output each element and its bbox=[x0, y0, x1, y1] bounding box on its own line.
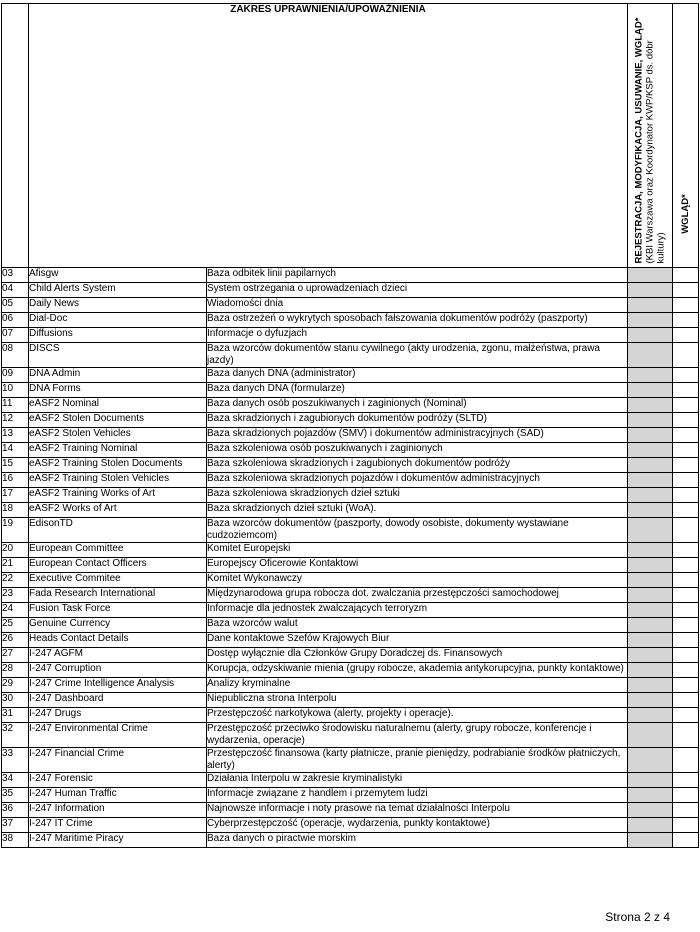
register-checkbox-cell[interactable] bbox=[628, 283, 673, 298]
row-number: 16 bbox=[2, 473, 29, 488]
row-number: 13 bbox=[2, 428, 29, 443]
register-note: (KBI Warszawa oraz Koordynator KWP/KSP ds. dóbr kultury) bbox=[644, 39, 667, 263]
row-name: Child Alerts System bbox=[29, 283, 207, 298]
register-checkbox-cell[interactable] bbox=[628, 473, 673, 488]
row-name: eASF2 Training Stolen Documents bbox=[29, 458, 207, 473]
row-number: 25 bbox=[2, 618, 29, 633]
row-description: Przestępczość finansowa (karty płatnicze, pranie pieniędzy, podrabianie środków płatniczych, alerty) bbox=[207, 748, 628, 773]
row-description: Informacje o dyfuzjach bbox=[207, 328, 628, 343]
row-description: Najnowsze informacje i noty prasowe na temat działalności Interpolu bbox=[207, 803, 628, 818]
row-number: 08 bbox=[2, 343, 29, 368]
view-checkbox-cell[interactable] bbox=[673, 368, 699, 383]
row-name: Diffusions bbox=[29, 328, 207, 343]
scope-header: ZAKRES UPRAWNIENIA/UPOWAŻNIENIA bbox=[29, 4, 628, 268]
register-checkbox-cell[interactable] bbox=[628, 398, 673, 413]
table-header-row bbox=[2, 4, 699, 268]
row-number: 37 bbox=[2, 818, 29, 833]
row-name: EdisonTD bbox=[29, 518, 207, 543]
row-name: I-247 Maritime Piracy bbox=[29, 833, 207, 848]
row-description: Baza szkoleniowa osób poszukiwanych i zaginionych bbox=[207, 443, 628, 458]
permissions-table bbox=[1, 3, 699, 848]
row-number: 19 bbox=[2, 518, 29, 543]
register-checkbox-cell[interactable] bbox=[628, 633, 673, 648]
table-row bbox=[2, 723, 699, 748]
table-row bbox=[2, 503, 699, 518]
view-checkbox-cell[interactable] bbox=[673, 298, 699, 313]
row-description: Informacje związane z handlem i przemytem ludzi bbox=[207, 788, 628, 803]
row-number: 15 bbox=[2, 458, 29, 473]
table-row bbox=[2, 788, 699, 803]
row-number: 32 bbox=[2, 723, 29, 748]
view-checkbox-cell[interactable] bbox=[673, 313, 699, 328]
register-checkbox-cell[interactable] bbox=[628, 773, 673, 788]
row-description: Przestępczość przeciwko środowisku naturalnemu (alerty, grupy robocze, konferencje i wydarzenia, operacje) bbox=[207, 723, 628, 748]
register-checkbox-cell[interactable] bbox=[628, 788, 673, 803]
view-title: WGLĄD* bbox=[679, 194, 691, 234]
view-checkbox-cell[interactable] bbox=[673, 573, 699, 588]
register-checkbox-cell[interactable] bbox=[628, 678, 673, 693]
table-row bbox=[2, 313, 699, 328]
row-description: Baza skradzionych pojazdów (SMV) i dokumentów administracyjnych (SAD) bbox=[207, 428, 628, 443]
row-number: 04 bbox=[2, 283, 29, 298]
row-description: Baza skradzionych i zagubionych dokumentów podróży (SLTD) bbox=[207, 413, 628, 428]
row-description: Baza danych o piractwie morskim bbox=[207, 833, 628, 848]
row-name: Fusion Task Force bbox=[29, 603, 207, 618]
register-checkbox-cell[interactable] bbox=[628, 298, 673, 313]
row-number: 11 bbox=[2, 398, 29, 413]
row-name: eASF2 Training Works of Art bbox=[29, 488, 207, 503]
row-name: Fada Research International bbox=[29, 588, 207, 603]
view-checkbox-cell[interactable] bbox=[673, 603, 699, 618]
row-number: 38 bbox=[2, 833, 29, 848]
view-checkbox-cell[interactable] bbox=[673, 588, 699, 603]
row-number: 23 bbox=[2, 588, 29, 603]
row-number: 17 bbox=[2, 488, 29, 503]
row-name: eASF2 Training Nominal bbox=[29, 443, 207, 458]
table-row bbox=[2, 398, 699, 413]
view-checkbox-cell[interactable] bbox=[673, 328, 699, 343]
view-checkbox-cell[interactable] bbox=[673, 543, 699, 558]
view-checkbox-cell[interactable] bbox=[673, 633, 699, 648]
row-number: 29 bbox=[2, 678, 29, 693]
row-description: Niepubliczna strona Interpolu bbox=[207, 693, 628, 708]
row-description: Baza odbitek linii papilarnych bbox=[207, 268, 628, 283]
row-name: eASF2 Stolen Documents bbox=[29, 413, 207, 428]
view-checkbox-cell[interactable] bbox=[673, 558, 699, 573]
row-description: Informacje dla jednostek zwalczających terroryzm bbox=[207, 603, 628, 618]
row-description: Międzynarodowa grupa robocza dot. zwalczania przestępczości samochodowej bbox=[207, 588, 628, 603]
register-checkbox-cell[interactable] bbox=[628, 648, 673, 663]
table-row bbox=[2, 833, 699, 848]
row-name: European Committee bbox=[29, 543, 207, 558]
view-checkbox-cell[interactable] bbox=[673, 788, 699, 803]
view-checkbox-cell[interactable] bbox=[673, 648, 699, 663]
header-number-cell bbox=[2, 4, 29, 268]
table-row bbox=[2, 708, 699, 723]
row-name: Heads Contact Details bbox=[29, 633, 207, 648]
table-row bbox=[2, 283, 699, 298]
row-name: eASF2 Nominal bbox=[29, 398, 207, 413]
row-number: 22 bbox=[2, 573, 29, 588]
register-checkbox-cell[interactable] bbox=[628, 663, 673, 678]
view-checkbox-cell[interactable] bbox=[673, 458, 699, 473]
row-name: eASF2 Training Stolen Vehicles bbox=[29, 473, 207, 488]
register-checkbox-cell[interactable] bbox=[628, 573, 673, 588]
row-description: Działania Interpolu w zakresie kryminalistyki bbox=[207, 773, 628, 788]
row-number: 09 bbox=[2, 368, 29, 383]
table-row bbox=[2, 618, 699, 633]
table-row bbox=[2, 428, 699, 443]
register-checkbox-cell[interactable] bbox=[628, 708, 673, 723]
view-checkbox-cell[interactable] bbox=[673, 503, 699, 518]
register-checkbox-cell[interactable] bbox=[628, 383, 673, 398]
table-row bbox=[2, 383, 699, 398]
row-description: Baza wzorców walut bbox=[207, 618, 628, 633]
table-row bbox=[2, 413, 699, 428]
view-checkbox-cell[interactable] bbox=[673, 443, 699, 458]
register-checkbox-cell[interactable] bbox=[628, 588, 673, 603]
view-checkbox-cell[interactable] bbox=[673, 283, 699, 298]
register-checkbox-cell[interactable] bbox=[628, 618, 673, 633]
row-description: Komitet Europejski bbox=[207, 543, 628, 558]
view-checkbox-cell[interactable] bbox=[673, 618, 699, 633]
row-name: DNA Forms bbox=[29, 383, 207, 398]
row-name: DNA Admin bbox=[29, 368, 207, 383]
row-name: Executive Commitee bbox=[29, 573, 207, 588]
table-row bbox=[2, 818, 699, 833]
row-name: I-247 Corruption bbox=[29, 663, 207, 678]
register-checkbox-cell[interactable] bbox=[628, 748, 673, 773]
row-name: I-247 Forensic bbox=[29, 773, 207, 788]
row-name: I-247 Dashboard bbox=[29, 693, 207, 708]
table-row bbox=[2, 678, 699, 693]
table-row bbox=[2, 588, 699, 603]
row-number: 26 bbox=[2, 633, 29, 648]
row-name: Daily News bbox=[29, 298, 207, 313]
row-number: 10 bbox=[2, 383, 29, 398]
register-checkbox-cell[interactable] bbox=[628, 313, 673, 328]
view-checkbox-cell[interactable] bbox=[673, 818, 699, 833]
table-row bbox=[2, 488, 699, 503]
table-row bbox=[2, 473, 699, 488]
register-checkbox-cell[interactable] bbox=[628, 518, 673, 543]
view-checkbox-cell[interactable] bbox=[673, 428, 699, 443]
row-name: Afisgw bbox=[29, 268, 207, 283]
table-row bbox=[2, 368, 699, 383]
register-checkbox-cell[interactable] bbox=[628, 368, 673, 383]
view-checkbox-cell[interactable] bbox=[673, 773, 699, 788]
view-checkbox-cell[interactable] bbox=[673, 678, 699, 693]
row-description: Baza szkoleniowa skradzionych dzieł sztuki bbox=[207, 488, 628, 503]
row-description: Przestępczość narkotykowa (alerty, projekty i operacje). bbox=[207, 708, 628, 723]
row-number: 03 bbox=[2, 268, 29, 283]
row-name: I-247 Financial Crime bbox=[29, 748, 207, 773]
view-checkbox-cell[interactable] bbox=[673, 398, 699, 413]
register-header bbox=[628, 4, 673, 268]
row-name: Genuine Currency bbox=[29, 618, 207, 633]
register-checkbox-cell[interactable] bbox=[628, 328, 673, 343]
view-checkbox-cell[interactable] bbox=[673, 708, 699, 723]
row-name: DISCS bbox=[29, 343, 207, 368]
row-description: Baza wzorców dokumentów stanu cywilnego (akty urodzenia, zgonu, małżeństwa, prawa jazdy) bbox=[207, 343, 628, 368]
row-name: Dial-Doc bbox=[29, 313, 207, 328]
row-number: 27 bbox=[2, 648, 29, 663]
row-description: Baza ostrzeżeń o wykrytych sposobach fałszowania dokumentów podróży (paszporty) bbox=[207, 313, 628, 328]
register-checkbox-cell[interactable] bbox=[628, 818, 673, 833]
row-description: Baza danych osób poszukiwanych i zaginionych (Nominal) bbox=[207, 398, 628, 413]
table-row bbox=[2, 443, 699, 458]
view-checkbox-cell[interactable] bbox=[673, 693, 699, 708]
table-row bbox=[2, 773, 699, 788]
row-description: Baza szkoleniowa skradzionych pojazdów i dokumentów administracyjnych bbox=[207, 473, 628, 488]
register-checkbox-cell[interactable] bbox=[628, 543, 673, 558]
register-checkbox-cell[interactable] bbox=[628, 343, 673, 368]
register-checkbox-cell[interactable] bbox=[628, 443, 673, 458]
register-checkbox-cell[interactable] bbox=[628, 833, 673, 848]
row-number: 14 bbox=[2, 443, 29, 458]
row-number: 34 bbox=[2, 773, 29, 788]
table-row bbox=[2, 803, 699, 818]
row-description: Dostęp wyłącznie dla Członków Grupy Doradczej ds. Finansowych bbox=[207, 648, 628, 663]
row-number: 31 bbox=[2, 708, 29, 723]
row-description: Analizy kryminalne bbox=[207, 678, 628, 693]
view-checkbox-cell[interactable] bbox=[673, 723, 699, 748]
row-number: 28 bbox=[2, 663, 29, 678]
register-checkbox-cell[interactable] bbox=[628, 603, 673, 618]
table-row bbox=[2, 663, 699, 678]
page-number: Strona 2 z 4 bbox=[605, 910, 670, 924]
row-number: 24 bbox=[2, 603, 29, 618]
table-row bbox=[2, 543, 699, 558]
view-checkbox-cell[interactable] bbox=[673, 383, 699, 398]
view-checkbox-cell[interactable] bbox=[673, 488, 699, 503]
register-checkbox-cell[interactable] bbox=[628, 503, 673, 518]
view-checkbox-cell[interactable] bbox=[673, 343, 699, 368]
row-description: Wiadomości dnia bbox=[207, 298, 628, 313]
row-description: Korupcja, odzyskiwanie mienia (grupy robocze, akademia antykorupcyjna, punkty kontaktowe) bbox=[207, 663, 628, 678]
table-row bbox=[2, 268, 699, 283]
register-checkbox-cell[interactable] bbox=[628, 413, 673, 428]
register-checkbox-cell[interactable] bbox=[628, 458, 673, 473]
view-header bbox=[673, 4, 699, 268]
row-number: 06 bbox=[2, 313, 29, 328]
row-name: I-247 Human Traffic bbox=[29, 788, 207, 803]
row-description: Baza skradzionych dzieł sztuki (WoA). bbox=[207, 503, 628, 518]
row-name: European Contact Officers bbox=[29, 558, 207, 573]
table-row bbox=[2, 573, 699, 588]
row-name: I-247 Drugs bbox=[29, 708, 207, 723]
view-checkbox-cell[interactable] bbox=[673, 413, 699, 428]
register-checkbox-cell[interactable] bbox=[628, 693, 673, 708]
row-number: 05 bbox=[2, 298, 29, 313]
register-title: REJESTRACJA, MODYFIKACJA, USUWANIE, WGLĄD* bbox=[633, 17, 645, 263]
row-name: I-247 Crime Intelligence Analysis bbox=[29, 678, 207, 693]
view-checkbox-cell[interactable] bbox=[673, 663, 699, 678]
register-checkbox-cell[interactable] bbox=[628, 723, 673, 748]
row-description: Baza danych DNA (administrator) bbox=[207, 368, 628, 383]
view-checkbox-cell[interactable] bbox=[673, 518, 699, 543]
row-name: I-247 IT Crime bbox=[29, 818, 207, 833]
row-description: Baza szkoleniowa skradzionych i zagubionych dokumentów podróży bbox=[207, 458, 628, 473]
table-row bbox=[2, 298, 699, 313]
row-name: eASF2 Stolen Vehicles bbox=[29, 428, 207, 443]
table-row bbox=[2, 558, 699, 573]
view-checkbox-cell[interactable] bbox=[673, 803, 699, 818]
row-description: Cyberprzestępczość (operacje, wydarzenia, punkty kontaktowe) bbox=[207, 818, 628, 833]
register-checkbox-cell[interactable] bbox=[628, 558, 673, 573]
table-body bbox=[2, 268, 699, 848]
register-checkbox-cell[interactable] bbox=[628, 268, 673, 283]
table-row bbox=[2, 518, 699, 543]
row-number: 36 bbox=[2, 803, 29, 818]
table-row bbox=[2, 328, 699, 343]
row-number: 30 bbox=[2, 693, 29, 708]
table-row bbox=[2, 633, 699, 648]
row-number: 07 bbox=[2, 328, 29, 343]
row-description: Komitet Wykonawczy bbox=[207, 573, 628, 588]
table-row bbox=[2, 648, 699, 663]
row-description: Dane kontaktowe Szefów Krajowych Biur bbox=[207, 633, 628, 648]
register-checkbox-cell[interactable] bbox=[628, 803, 673, 818]
row-number: 20 bbox=[2, 543, 29, 558]
row-description: Europejscy Oficerowie Kontaktowi bbox=[207, 558, 628, 573]
row-number: 18 bbox=[2, 503, 29, 518]
table-row bbox=[2, 748, 699, 773]
table-row bbox=[2, 693, 699, 708]
row-name: eASF2 Works of Art bbox=[29, 503, 207, 518]
table-row bbox=[2, 343, 699, 368]
table-row bbox=[2, 603, 699, 618]
view-checkbox-cell[interactable] bbox=[673, 833, 699, 848]
row-number: 35 bbox=[2, 788, 29, 803]
register-checkbox-cell[interactable] bbox=[628, 488, 673, 503]
row-number: 12 bbox=[2, 413, 29, 428]
row-name: I-247 Environmental Crime bbox=[29, 723, 207, 748]
row-name: I-247 Information bbox=[29, 803, 207, 818]
row-description: Baza wzorców dokumentów (paszporty, dowody osobiste, dokumenty wystawiane cudzoziemcom) bbox=[207, 518, 628, 543]
table-row bbox=[2, 458, 699, 473]
row-description: System ostrzegania o uprowadzeniach dzieci bbox=[207, 283, 628, 298]
row-description: Baza danych DNA (formularze) bbox=[207, 383, 628, 398]
view-checkbox-cell[interactable] bbox=[673, 748, 699, 773]
row-name: I-247 AGFM bbox=[29, 648, 207, 663]
view-checkbox-cell[interactable] bbox=[673, 473, 699, 488]
register-checkbox-cell[interactable] bbox=[628, 428, 673, 443]
row-number: 21 bbox=[2, 558, 29, 573]
view-checkbox-cell[interactable] bbox=[673, 268, 699, 283]
row-number: 33 bbox=[2, 748, 29, 773]
